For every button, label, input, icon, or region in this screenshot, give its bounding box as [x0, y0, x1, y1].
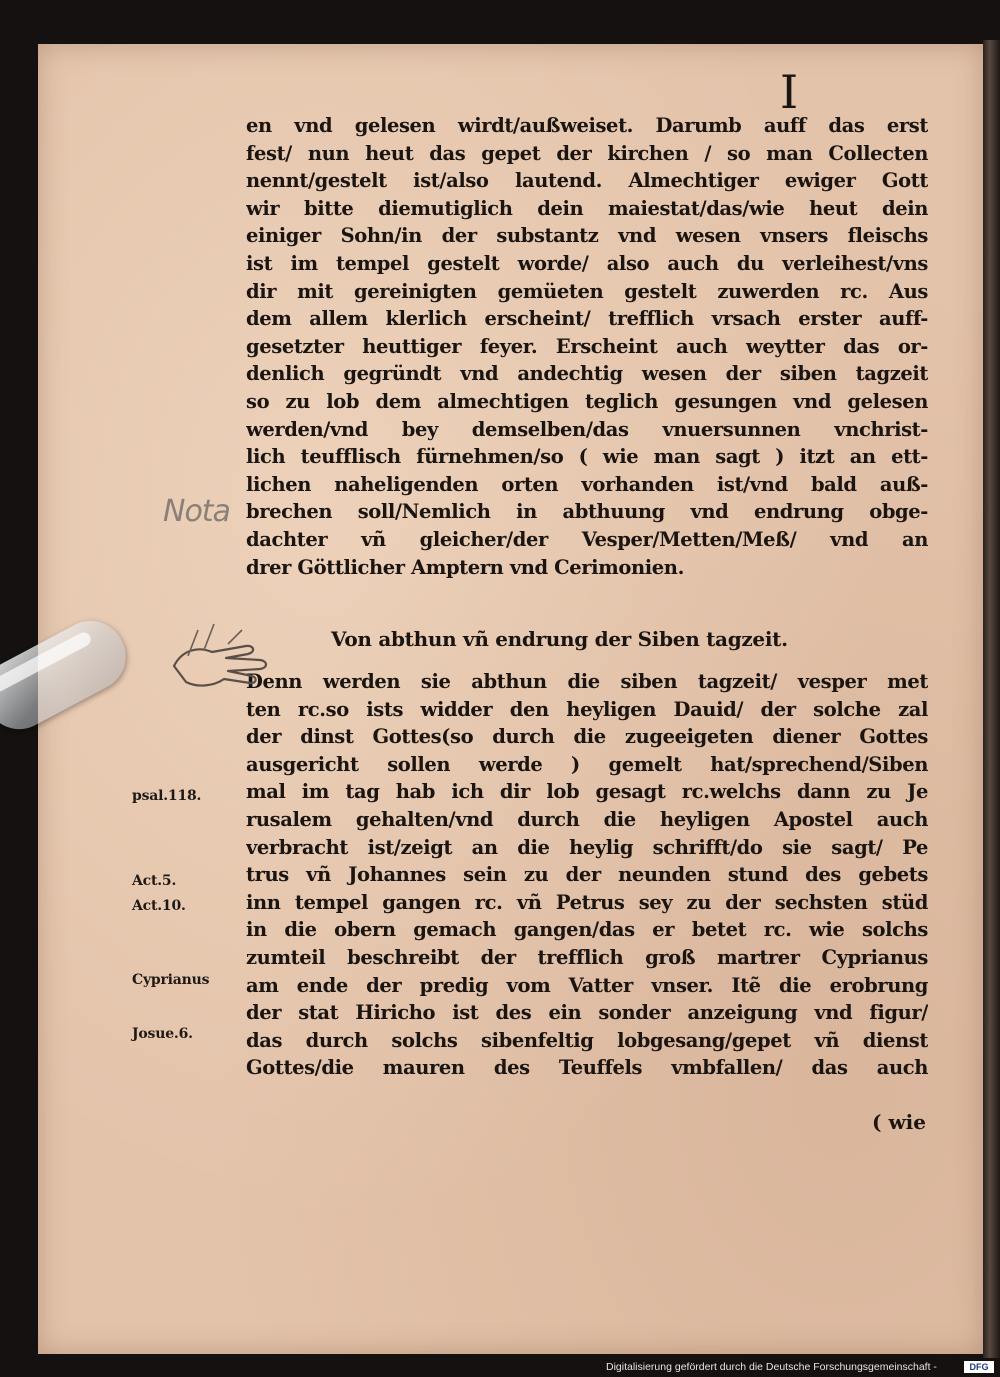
manicule-icon [168, 616, 278, 696]
body-text-lower [246, 668, 928, 1082]
text-line: denlich gegründt vnd andechtig wesen der siben tagzeit [246, 362, 928, 386]
text-line: wir bitte diemutiglich dein maiestat/das/wie heut dein [246, 196, 928, 220]
text-line: Gottes/die mauren des Teuffels vmbfallen/ das auch [246, 1056, 928, 1080]
text-line: mal im tag hab ich dir lob gesagt rc.welchs dann zu Je [246, 780, 928, 804]
text-line: nennt/gestelt ist/also lautend. Almechtiger ewiger Gott [246, 169, 928, 193]
book-gutter [983, 40, 1000, 1358]
text-line: in die obern gemach gangen/das er betet rc. wie solchs [246, 918, 928, 942]
text-line: lich teufflisch fürnehmen/so ( wie man sagt ) itzt an ett- [246, 445, 928, 469]
body-text-upper [246, 112, 928, 581]
text-line: so zu lob dem almechtigen teglich gesungen vnd gelesen [246, 389, 928, 413]
folio-number: I [780, 65, 799, 119]
text-line: dachter vñ gleicher/der Vesper/Metten/Meß/ vnd an [246, 527, 928, 551]
text-line: en vnd gelesen wirdt/außweiset. Darumb auff das erst [246, 114, 928, 137]
text-line: das durch solchs sibenfeltig lobgesang/gepet vñ dienst [246, 1028, 928, 1052]
text-line: inn tempel gangen rc. vñ Petrus sey zu der sechsten stüd [246, 890, 928, 914]
text-line: brechen soll/Nemlich in abthuung vnd endrung obge- [246, 500, 928, 524]
text-line: der stat Hiricho ist des ein sonder anzeigung vnd figur/ [246, 1001, 928, 1025]
text-line: ten rc.so ists widder den heyligen Dauid/ der solche zal [246, 697, 928, 721]
text-line: fest/ nun heut das gepet der kirchen / so man Collecten [246, 141, 928, 165]
text-line: gesetzter heuttiger feyer. Erscheint auch weytter das or- [246, 334, 928, 358]
text-line: der dinst Gottes(so durch die zugeeigeten diener Gottes [246, 725, 928, 749]
margin-note-acts-10: Act.10. [132, 898, 186, 914]
margin-note-cyprianus: Cyprianus [132, 972, 210, 988]
text-line: werden/vnd bey demselben/das vnuersunnen vnchrist- [246, 417, 928, 441]
margin-note-josue: Josue.6. [132, 1026, 193, 1042]
text-line: verbracht ist/zeigt an die heylig schrifft/do sie sagt/ Pe [246, 835, 928, 859]
text-line: rusalem gehalten/vnd durch die heyligen Apostel auch [246, 807, 928, 831]
text-line: dem allem klerlich erscheint/ trefflich vrsach erster auff- [246, 307, 928, 331]
text-line: dir mit gereinigten gemüeten gestelt zuwerden rc. Aus [246, 279, 928, 303]
text-line: drer Göttlicher Amptern vnd Cerimonien. [246, 555, 684, 579]
text-line: Denn werden sie abthun die siben tagzeit/ vesper met [246, 670, 928, 693]
text-line: ist im tempel gestelt worde/ also auch du verleihest/vns [246, 251, 928, 275]
margin-note-psalm: psal.118. [132, 788, 202, 804]
text-line: einiger Sohn/in der substantz vnd wesen vnsers fleischs [246, 224, 928, 248]
text-line: zumteil beschreibt der trefflich groß martrer Cyprianus [246, 945, 928, 969]
section-heading: Von abthun vñ endrung der Siben tagzeit. [331, 627, 788, 651]
text-line: trus vñ Johannes sein zu der neunden stund des gebets [246, 863, 928, 887]
text-line: am ende der predig vom Vatter vnser. Itẽ die erobrung [246, 973, 928, 997]
handwritten-nota: Nota [163, 494, 230, 529]
text-line: ausgericht sollen werde ) gemelt hat/sprechend/Siben [246, 752, 928, 776]
catchword: ( wie [872, 1110, 926, 1134]
dfg-logo: DFG [964, 1361, 994, 1373]
margin-note-acts-5: Act.5. [132, 873, 177, 889]
text-line: lichen naheligenden orten vorhanden ist/vnd bald auß- [246, 472, 928, 496]
digitization-credit: Digitalisierung gefördert durch die Deutsche Forschungsgemeinschaft - [606, 1361, 937, 1373]
